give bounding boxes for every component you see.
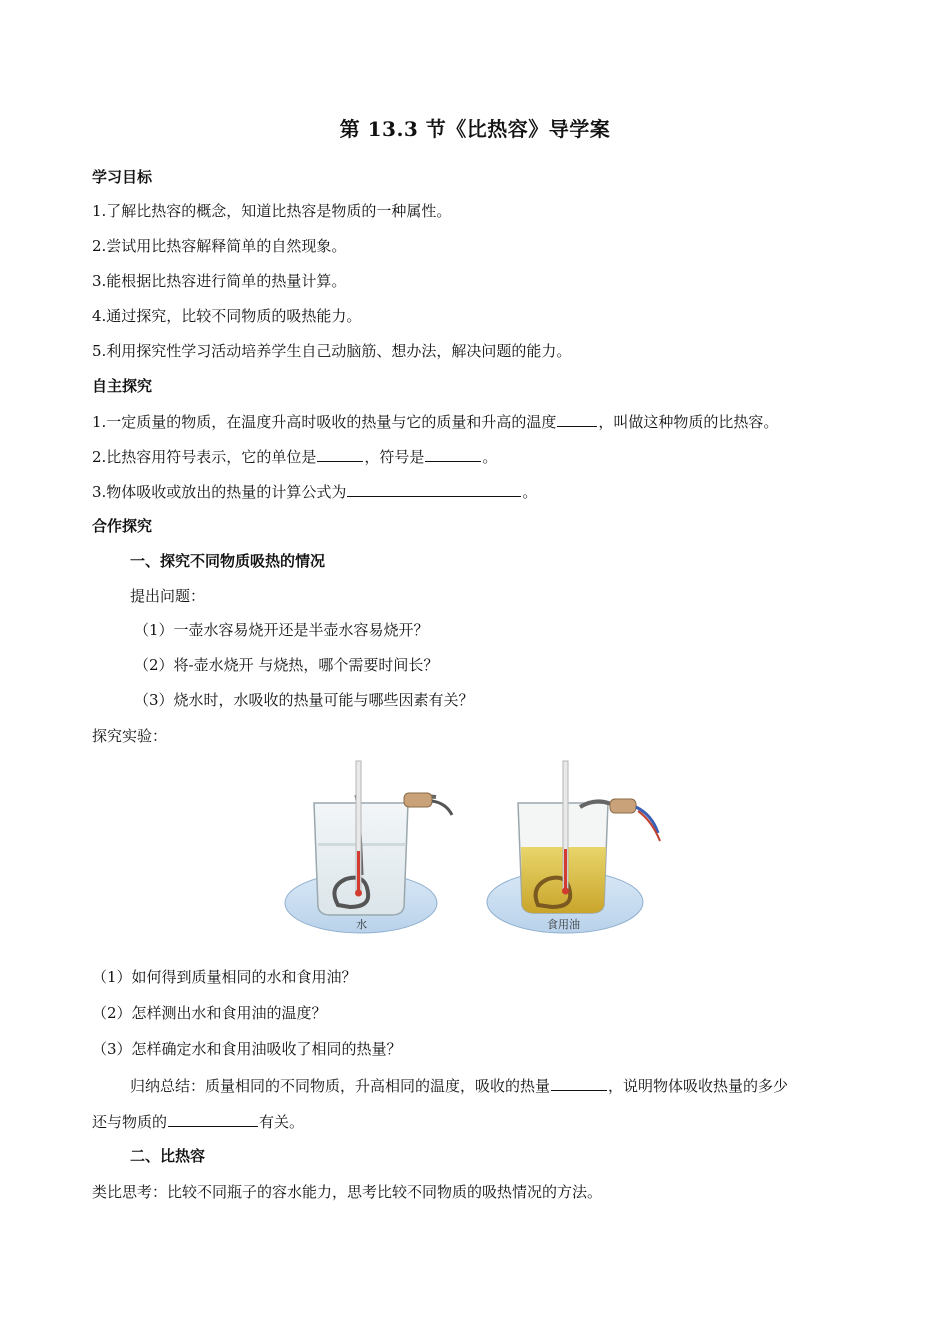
goal-item-1: 1.了解比热容的概念，知道比热容是物质的一种属性。 (92, 202, 452, 220)
summary-line-1 (130, 1075, 788, 1096)
summary-line-2 (92, 1111, 304, 1132)
goals-heading: 学习目标 (92, 168, 153, 186)
q2-text-1: 2.比热容用符号表示，它的单位是 (92, 448, 317, 466)
summary-text-before: 归纳总结：质量相同的不同物质，升高相同的温度，吸收的热量 (130, 1077, 551, 1095)
goal-item-2: 2.尝试用比热容解释简单的自然现象。 (92, 237, 347, 255)
experiment-label: 探究实验： (92, 727, 168, 745)
q2-text-3: 。 (482, 448, 498, 466)
question-3: （3）烧水时，水吸收的热量可能与哪些因素有关？ (134, 691, 474, 709)
water-label: 水 (356, 918, 367, 931)
experiment-figure (280, 755, 670, 940)
left-plug (404, 793, 432, 807)
exp-question-3: （3）怎样确定水和食用油吸收了相同的热量？ (92, 1040, 402, 1058)
oil-label: 食用油 (547, 918, 580, 931)
self-study-q2 (92, 446, 497, 467)
q1-blank[interactable] (557, 411, 597, 427)
coop-heading: 合作探究 (92, 517, 153, 535)
summary-text-mid: ，说明物体吸收热量的多少 (608, 1077, 789, 1095)
coop-subheading-1: 一、探究不同物质吸热的情况 (130, 552, 326, 570)
right-plug (610, 799, 636, 813)
q1-text-before: 1.一定质量的物质，在温度升高时吸收的热量与它的质量和升高的温度 (92, 413, 557, 431)
self-study-heading: 自主探究 (92, 377, 153, 395)
analogy-text: 类比思考：比较不同瓶子的容水能力，思考比较不同物质的吸热情况的方法。 (92, 1183, 603, 1201)
q3-text-before: 3.物体吸收或放出的热量的计算公式为 (92, 483, 347, 501)
coop-subheading-2: 二、比热容 (130, 1147, 206, 1165)
summary-blank-2[interactable] (168, 1111, 258, 1127)
oil-beaker-setup (487, 761, 660, 933)
goal-item-5: 5.利用探究性学习活动培养学生自己动脑筋、想办法，解决问题的能力。 (92, 342, 572, 360)
q3-text-after: 。 (522, 483, 538, 501)
goal-item-3: 3.能根据比热容进行简单的热量计算。 (92, 272, 347, 290)
summary-blank-1[interactable] (551, 1075, 607, 1091)
q1-text-after: ，叫做这种物质的比热容。 (598, 413, 779, 431)
beakers-illustration (280, 755, 670, 940)
summary-line2-after: 有关。 (259, 1113, 305, 1131)
page-title: 第 13.3 节《比热容》导学案 (339, 117, 611, 141)
exp-question-1: （1）如何得到质量相同的水和食用油？ (92, 968, 357, 986)
q2-text-2: ，符号是 (364, 448, 425, 466)
ask-label: 提出问题： (130, 587, 206, 605)
goal-item-4: 4.通过探究，比较不同物质的吸热能力。 (92, 307, 362, 325)
question-2: （2）将-壶水烧开 与烧热，哪个需要时间长？ (134, 656, 439, 674)
question-1: （1）一壶水容易烧开还是半壶水容易烧开？ (134, 621, 429, 639)
q3-formula-blank[interactable] (347, 481, 521, 497)
summary-line2-before: 还与物质的 (92, 1113, 168, 1131)
q2-unit-blank[interactable] (317, 446, 363, 462)
q2-symbol-blank[interactable] (425, 446, 481, 462)
self-study-q1 (92, 411, 778, 432)
self-study-q3 (92, 481, 537, 502)
water-beaker-setup (285, 761, 452, 933)
exp-question-2: （2）怎样测出水和食用油的温度？ (92, 1004, 327, 1022)
